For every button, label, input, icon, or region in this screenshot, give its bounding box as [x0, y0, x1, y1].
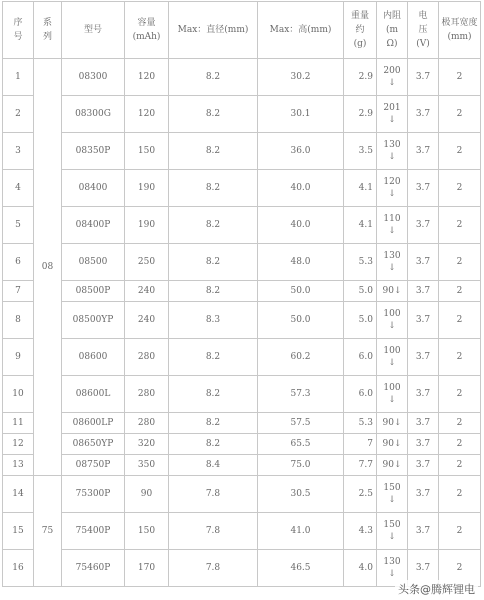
cell-resistance	[377, 133, 408, 170]
table-row	[3, 133, 481, 170]
cell-height: 30.5	[258, 476, 344, 513]
resistance-line: 130	[383, 140, 401, 150]
cell-voltage: 3.7	[408, 376, 439, 413]
cell-voltage: 3.7	[408, 170, 439, 207]
cell-height: 48.0	[258, 244, 344, 281]
table-row	[3, 434, 481, 455]
resistance-line: ↓	[388, 532, 396, 542]
cell-weight: 4.3	[344, 513, 377, 550]
cell-weight: 3.5	[344, 133, 377, 170]
header-capacity: 容量 (mAh)	[125, 2, 169, 59]
cell-seq: 1	[3, 59, 34, 96]
resistance-line: 90↓	[382, 439, 402, 449]
cell-seq: 6	[3, 244, 34, 281]
cell-weight: 2.5	[344, 476, 377, 513]
cell-series: 75	[34, 476, 62, 587]
resistance-line: 201	[383, 103, 401, 113]
cell-weight: 7	[344, 434, 377, 455]
watermark: 头条@腾辉锂电	[395, 580, 478, 598]
cell-capacity: 280	[125, 339, 169, 376]
cell-seq: 5	[3, 207, 34, 244]
cell-resistance	[377, 207, 408, 244]
resistance-line: 120	[383, 177, 401, 187]
cell-resistance	[377, 59, 408, 96]
header-row	[3, 2, 481, 59]
resistance-line: 150	[383, 520, 401, 530]
header-weight: 重量 约 (g)	[344, 2, 377, 59]
cell-capacity: 280	[125, 413, 169, 434]
cell-resistance	[377, 434, 408, 455]
cell-capacity: 320	[125, 434, 169, 455]
cell-diameter: 8.2	[169, 339, 258, 376]
cell-model: 75460P	[62, 550, 125, 587]
cell-diameter: 7.8	[169, 550, 258, 587]
resistance-line: 100	[383, 309, 401, 319]
cell-height: 65.5	[258, 434, 344, 455]
battery-spec-table	[2, 1, 481, 587]
cell-diameter: 8.2	[169, 413, 258, 434]
cell-voltage: 3.7	[408, 302, 439, 339]
resistance-line: ↓	[388, 495, 396, 505]
resistance-line: 150	[383, 483, 401, 493]
cell-model: 08300G	[62, 96, 125, 133]
cell-diameter: 8.2	[169, 133, 258, 170]
table-row	[3, 339, 481, 376]
header-resistance: 内阻 (m Ω)	[377, 2, 408, 59]
cell-tab-width: 2	[439, 59, 481, 96]
cell-model: 08750P	[62, 455, 125, 476]
cell-model: 75400P	[62, 513, 125, 550]
cell-resistance	[377, 170, 408, 207]
cell-diameter: 8.2	[169, 170, 258, 207]
table-row	[3, 244, 481, 281]
cell-height: 50.0	[258, 281, 344, 302]
resistance-line: 130	[383, 251, 401, 261]
cell-height: 30.1	[258, 96, 344, 133]
cell-seq: 16	[3, 550, 34, 587]
table-row	[3, 513, 481, 550]
cell-diameter: 8.2	[169, 59, 258, 96]
cell-weight: 5.3	[344, 413, 377, 434]
cell-capacity: 150	[125, 133, 169, 170]
cell-height: 41.0	[258, 513, 344, 550]
cell-resistance	[377, 513, 408, 550]
cell-tab-width: 2	[439, 170, 481, 207]
resistance-line: ↓	[388, 226, 396, 236]
cell-voltage: 3.7	[408, 434, 439, 455]
resistance-line: 90↓	[382, 418, 402, 428]
cell-tab-width: 2	[439, 281, 481, 302]
cell-resistance	[377, 96, 408, 133]
cell-height: 30.2	[258, 59, 344, 96]
cell-weight: 5.0	[344, 302, 377, 339]
resistance-line: ↓	[388, 321, 396, 331]
cell-weight: 6.0	[344, 339, 377, 376]
header-tab-width: 极耳宽度 (mm)	[439, 2, 481, 59]
cell-resistance	[377, 302, 408, 339]
cell-resistance	[377, 413, 408, 434]
header-voltage: 电 压 (V)	[408, 2, 439, 59]
cell-weight: 2.9	[344, 59, 377, 96]
cell-voltage: 3.7	[408, 281, 439, 302]
cell-diameter: 8.2	[169, 281, 258, 302]
cell-weight: 7.7	[344, 455, 377, 476]
cell-resistance	[377, 455, 408, 476]
resistance-line: 110	[383, 214, 401, 224]
cell-diameter: 8.3	[169, 302, 258, 339]
table-row	[3, 476, 481, 513]
cell-tab-width: 2	[439, 513, 481, 550]
cell-tab-width: 2	[439, 476, 481, 513]
cell-tab-width: 2	[439, 96, 481, 133]
resistance-line: 90↓	[382, 286, 402, 296]
resistance-line: 90↓	[382, 460, 402, 470]
cell-model: 08500P	[62, 281, 125, 302]
cell-capacity: 170	[125, 550, 169, 587]
cell-seq: 11	[3, 413, 34, 434]
table-row	[3, 302, 481, 339]
cell-capacity: 240	[125, 281, 169, 302]
cell-tab-width: 2	[439, 207, 481, 244]
cell-seq: 12	[3, 434, 34, 455]
table-row	[3, 413, 481, 434]
resistance-line: 200	[383, 66, 401, 76]
cell-model: 08500	[62, 244, 125, 281]
cell-model: 08600L	[62, 376, 125, 413]
cell-diameter: 8.2	[169, 376, 258, 413]
resistance-line: ↓	[388, 263, 396, 273]
cell-tab-width: 2	[439, 455, 481, 476]
cell-series: 08	[34, 59, 62, 476]
cell-voltage: 3.7	[408, 513, 439, 550]
cell-capacity: 120	[125, 96, 169, 133]
table-row	[3, 96, 481, 133]
cell-tab-width: 2	[439, 133, 481, 170]
table-row	[3, 376, 481, 413]
resistance-line: 100	[383, 383, 401, 393]
cell-resistance	[377, 339, 408, 376]
cell-resistance	[377, 281, 408, 302]
cell-diameter: 8.2	[169, 207, 258, 244]
cell-voltage: 3.7	[408, 96, 439, 133]
resistance-line: ↓	[388, 358, 396, 368]
cell-height: 46.5	[258, 550, 344, 587]
cell-diameter: 7.8	[169, 513, 258, 550]
cell-weight: 4.1	[344, 207, 377, 244]
cell-tab-width: 2	[439, 244, 481, 281]
cell-weight: 2.9	[344, 96, 377, 133]
cell-model: 08300	[62, 59, 125, 96]
cell-capacity: 280	[125, 376, 169, 413]
cell-height: 57.5	[258, 413, 344, 434]
cell-model: 08400	[62, 170, 125, 207]
cell-voltage: 3.7	[408, 476, 439, 513]
resistance-line: ↓	[388, 395, 396, 405]
cell-tab-width: 2	[439, 339, 481, 376]
cell-weight: 5.3	[344, 244, 377, 281]
cell-capacity: 240	[125, 302, 169, 339]
header-seq: 序 号	[3, 2, 34, 59]
cell-voltage: 3.7	[408, 339, 439, 376]
cell-seq: 13	[3, 455, 34, 476]
cell-height: 50.0	[258, 302, 344, 339]
cell-capacity: 190	[125, 170, 169, 207]
cell-capacity: 350	[125, 455, 169, 476]
resistance-line: ↓	[388, 115, 396, 125]
header-height: Max：高(mm)	[258, 2, 344, 59]
cell-tab-width: 2	[439, 434, 481, 455]
cell-voltage: 3.7	[408, 244, 439, 281]
cell-model: 08400P	[62, 207, 125, 244]
cell-seq: 8	[3, 302, 34, 339]
cell-resistance	[377, 476, 408, 513]
cell-diameter: 8.2	[169, 434, 258, 455]
cell-seq: 9	[3, 339, 34, 376]
cell-seq: 14	[3, 476, 34, 513]
table-row	[3, 207, 481, 244]
cell-diameter: 8.2	[169, 244, 258, 281]
cell-seq: 3	[3, 133, 34, 170]
cell-model: 08600LP	[62, 413, 125, 434]
table-body	[3, 59, 481, 587]
cell-model: 08650YP	[62, 434, 125, 455]
cell-resistance	[377, 244, 408, 281]
cell-diameter: 8.4	[169, 455, 258, 476]
cell-height: 40.0	[258, 207, 344, 244]
cell-model: 08600	[62, 339, 125, 376]
cell-seq: 7	[3, 281, 34, 302]
header-series: 系 列	[34, 2, 62, 59]
cell-height: 75.0	[258, 455, 344, 476]
cell-tab-width: 2	[439, 413, 481, 434]
cell-diameter: 7.8	[169, 476, 258, 513]
cell-diameter: 8.2	[169, 96, 258, 133]
cell-model: 08350P	[62, 133, 125, 170]
table-row	[3, 170, 481, 207]
cell-height: 40.0	[258, 170, 344, 207]
cell-capacity: 150	[125, 513, 169, 550]
cell-tab-width: 2	[439, 302, 481, 339]
cell-tab-width: 2	[439, 550, 481, 587]
table-row	[3, 281, 481, 302]
cell-seq: 4	[3, 170, 34, 207]
cell-voltage: 3.7	[408, 207, 439, 244]
resistance-line: 100	[383, 346, 401, 356]
cell-voltage: 3.7	[408, 455, 439, 476]
table-row	[3, 59, 481, 96]
cell-voltage: 3.7	[408, 413, 439, 434]
cell-capacity: 90	[125, 476, 169, 513]
cell-capacity: 120	[125, 59, 169, 96]
resistance-line: ↓	[388, 78, 396, 88]
cell-seq: 15	[3, 513, 34, 550]
cell-model: 08500YP	[62, 302, 125, 339]
cell-capacity: 190	[125, 207, 169, 244]
cell-seq: 2	[3, 96, 34, 133]
resistance-line: ↓	[388, 569, 396, 579]
cell-model: 75300P	[62, 476, 125, 513]
cell-seq: 10	[3, 376, 34, 413]
cell-capacity: 250	[125, 244, 169, 281]
cell-voltage: 3.7	[408, 133, 439, 170]
table-row	[3, 455, 481, 476]
cell-height: 57.3	[258, 376, 344, 413]
resistance-line: 130	[383, 557, 401, 567]
cell-height: 36.0	[258, 133, 344, 170]
cell-height: 60.2	[258, 339, 344, 376]
cell-resistance	[377, 376, 408, 413]
cell-voltage: 3.7	[408, 550, 439, 587]
header-diameter: Max：直径(mm)	[169, 2, 258, 59]
cell-weight: 4.1	[344, 170, 377, 207]
resistance-line: ↓	[388, 189, 396, 199]
header-model: 型号	[62, 2, 125, 59]
resistance-line: ↓	[388, 152, 396, 162]
cell-tab-width: 2	[439, 376, 481, 413]
cell-weight: 5.0	[344, 281, 377, 302]
cell-voltage: 3.7	[408, 59, 439, 96]
cell-weight: 4.0	[344, 550, 377, 587]
cell-weight: 6.0	[344, 376, 377, 413]
